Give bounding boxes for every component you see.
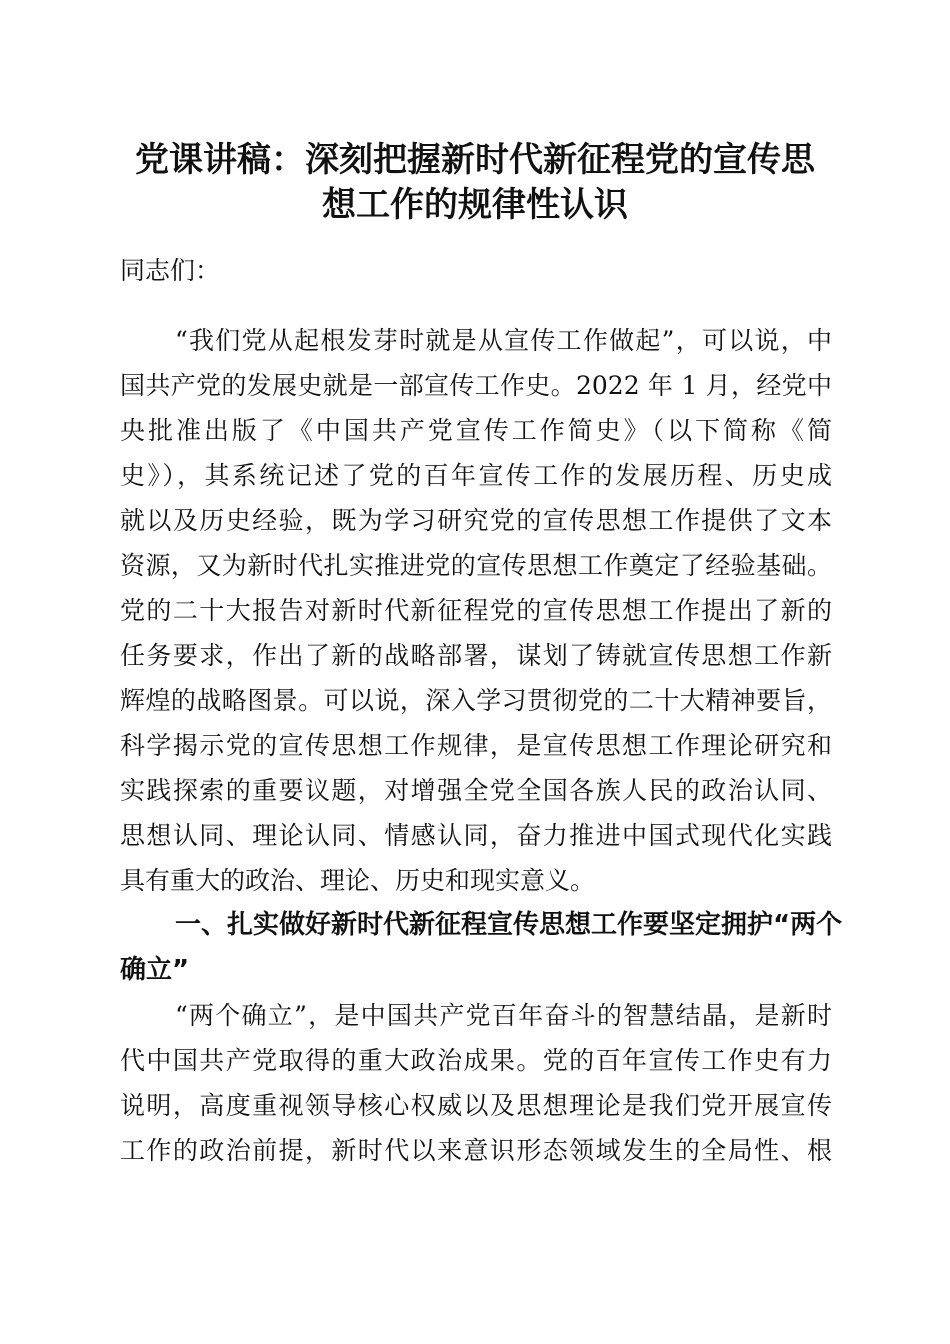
text-line: 央批准出版了《中国共产党宣传工作简史》（以下简称《简 — [120, 416, 832, 445]
text-line: 科学揭示党的宣传思想工作规律，是宣传思想工作理论研究和 — [120, 731, 832, 760]
text-line: 国共产党的发展史就是一部宣传工作史。2022 年 1 月，经党中 — [120, 371, 832, 400]
text-line: 辉煌的战略图景。可以说，深入学习贯彻党的二十大精神要旨， — [120, 686, 832, 715]
paragraph-1 — [120, 318, 832, 903]
text-line: 史》），其系统记述了党的百年宣传工作的发展历程、历史成 — [120, 461, 832, 490]
heading-line: 确立” — [120, 955, 190, 985]
text-line: 就以及历史经验，既为学习研究党的宣传思想工作提供了文本 — [120, 506, 832, 535]
text-line: 思想认同、理论认同、情感认同，奋力推进中国式现代化实践 — [120, 821, 832, 850]
text-line: “两个确立”，是中国共产党百年奋斗的智慧结晶，是新时 — [175, 1001, 832, 1030]
section-heading-1 — [120, 903, 843, 993]
text-line: 资源，又为新时代扎实推进党的宣传思想工作奠定了经验基础。 — [120, 551, 832, 580]
text-line: 说明，高度重视领导核心权威以及思想理论是我们党开展宣传 — [120, 1091, 832, 1120]
text-line: 任务要求，作出了新的战略部署，谋划了铸就宣传思想工作新 — [120, 641, 832, 670]
text-line: 代中国共产党取得的重大政治成果。党的百年宣传工作史有力 — [120, 1046, 832, 1075]
title-line-1: 党课讲稿：深刻把握新时代新征程党的宣传思 — [135, 140, 815, 180]
text-line: 具有重大的政治、理论、历史和现实意义。 — [120, 866, 596, 895]
heading-line: 一、扎实做好新时代新征程宣传思想工作要坚定拥护“两个 — [175, 910, 843, 940]
text-line: 工作的政治前提，新时代以来意识形态领域发生的全局性、根 — [120, 1136, 832, 1165]
document-body — [120, 248, 843, 1173]
text-line: 党的二十大报告对新时代新征程党的宣传思想工作提出了新的 — [120, 596, 832, 625]
text-line: “我们党从起根发芽时就是从宣传工作做起”，可以说，中 — [175, 326, 832, 355]
paragraph-2 — [120, 993, 832, 1173]
text-line: 实践探索的重要议题，对增强全党全国各族人民的政治认同、 — [120, 776, 832, 805]
salutation: 同志们： — [120, 256, 221, 285]
title-line-2: 想工作的规律性认识 — [322, 185, 628, 225]
